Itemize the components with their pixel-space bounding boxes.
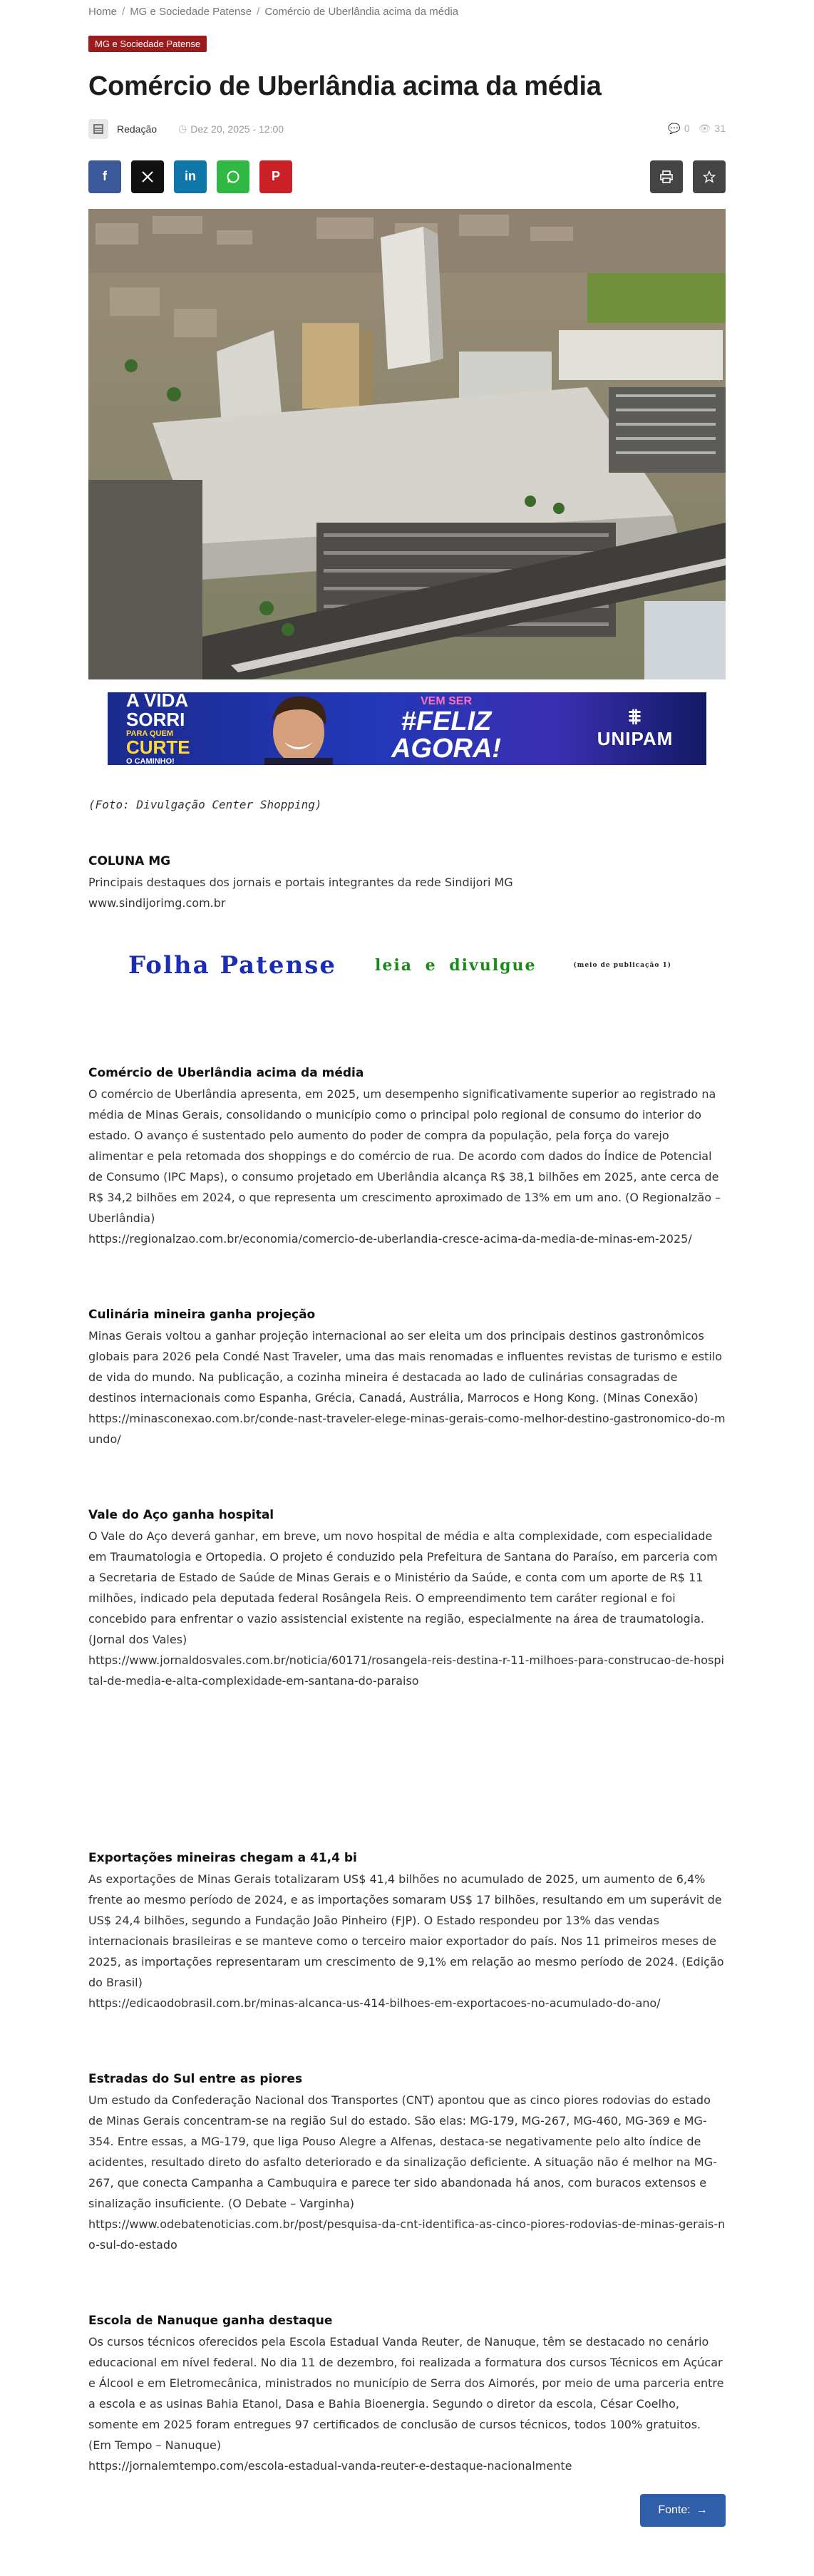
coluna-heading: COLUNA MG [88, 853, 171, 868]
share-bar [88, 160, 726, 193]
whatsapp-icon[interactable] [217, 160, 249, 193]
article-meta [88, 118, 726, 140]
x-icon[interactable] [131, 160, 164, 193]
banner-brand: ⩨ UNIPAM [564, 707, 706, 750]
news-item [88, 2069, 726, 2255]
news-heading: Estradas do Sul entre as piores [88, 2071, 303, 2086]
coluna-description: Principais destaques dos jornais e portais integrantes da rede Sindijori MG [88, 875, 513, 889]
source-button[interactable] [640, 2494, 726, 2527]
news-heading: Escola de Nanuque ganha destaque [88, 2313, 333, 2328]
news-text: O Vale do Aço deverá ganhar, em breve, um novo hospital de média e alta complexidade, com especialidade em Traumatologia e Ortopedia. O projeto é conduzido pela Prefeitura de Santana do Paraíso, em parceria com a Secretaria de Estado de Saúde de Minas Gerais e o Ministério da Saúde, e conta com um aporte de R$ 11 milhões, indicado pela deputada federal Rosângela Reis. O empreendimento tem caráter regional e foi concebido para enfrentar o vazio assistencial existente na região, especialmente na área de traumatologia. (Jornal dos Vales) [88, 1529, 718, 1646]
breadcrumb-current: Comércio de Uberlândia acima da média [264, 6, 459, 18]
publish-date: Dez 20, 2025 - 12:00 [190, 123, 284, 135]
breadcrumb: Home / MG e Sociedade Patense / Comércio de Uberlândia acima da média [88, 6, 459, 18]
clock-icon: ◷ [178, 123, 187, 135]
news-link[interactable]: https://regionalzao.com.br/economia/comercio-de-uberlandia-cresce-acima-da-media-de-minas-em-2025/ [88, 1231, 692, 1246]
news-text: Um estudo da Confederação Nacional dos Transportes (CNT) apontou que as cinco piores rodovias do estado de Minas Gerais concentram-se na região Sul do estado. São elas: MG-179, MG-267, MG-460, MG-369 e MG-354. Entre essas, a MG-179, que liga Pouso Alegre a Alfenas, destaca-se negativamente pelo alto índice de acidentes, resultado direto do asfalto deteriorado e da sinalização deficiente. A situação não é melhor na MG-267, que conecta Campanha a Cambuquira e parece ter sido abandonada há anos, com buracos extensos e sinalização insuficiente. (O Debate – Varginha) [88, 2093, 717, 2210]
meta-counters [668, 123, 726, 135]
news-link[interactable]: https://edicaodobrasil.com.br/minas-alcanca-us-414-bilhoes-em-exportacoes-no-acumulado-do-ano/ [88, 1996, 661, 2010]
news-text: Minas Gerais voltou a ganhar projeção internacional ao ser eleita um dos principais destinos gastronômicos globais para 2026 pela Condé Nast Traveler, uma das mais renomadas e influentes revistas de turismo e estilo de vida do mundo. Na publicação, a cozinha mineira é destacada ao lado de culinárias consagradas de destinos internacionais como Espanha, Grécia, Canadá, Austrália, Marrocos e Hong Kong. (Minas Conexão) [88, 1328, 723, 1405]
eye-icon: 👁 [698, 123, 711, 135]
news-text: O comércio de Uberlândia apresenta, em 2025, um desempenho significativamente superior ao registrado na média de Minas Gerais, consolidando o município como o principal polo regional de consumo do interior do estado. O avanço é sustentado pelo aumento do poder de compra da população, pela força do varejo alimentar e pela retomada dos shoppings e do comércio de rua. De acordo com dados do Índice de Potencial de Consumo (IPC Maps), o consumo projetado em Uberlândia alcança R$ 38,1 bilhões em 2025, ante cerca de R$ 34,2 bilhões em 2024, o que representa um crescimento aproximado de 13% em um ano. (O Regionalzão – Uberlândia) [88, 1087, 721, 1225]
unipam-logo-icon: ⩨ [629, 705, 642, 729]
arrow-right-icon: → [696, 2504, 708, 2516]
category-tag[interactable]: MG e Sociedade Patense [88, 36, 207, 52]
ad-banner[interactable] [108, 692, 706, 765]
news-item [88, 2311, 726, 2476]
comment-count: 0 [684, 123, 690, 135]
news-link[interactable]: https://jornalemtempo.com/escola-estadual-vanda-reuter-e-destaque-nacionalmente [88, 2458, 572, 2473]
folha-note: (meio de publicação 1) [573, 961, 671, 969]
news-text: Os cursos técnicos oferecidos pela Escola Estadual Vanda Reuter, de Nanuque, têm se destacado no cenário educacional em nível federal. No dia 11 de dezembro, foi realizada a formatura dos cursos Técnicos em Açúcar e Álcool e em Eletromecânica, ministrados no município de Serra dos Aimorés, por meio de uma parceria entre a escola e as usinas Bahia Etanol, Dasa e Bahia Bioenergia. Segundo o diretor da escola, César Coelho, somente em 2025 foram entregues 97 certificados de conclusão de cursos técnicos, todos 100% gratuitos. (Em Tempo – Nanuque) [88, 2334, 724, 2452]
news-heading: Vale do Aço ganha hospital [88, 1507, 274, 1522]
author-name[interactable]: Redação [117, 123, 158, 135]
breadcrumb-home[interactable]: Home [88, 6, 118, 18]
source-button-label: Fonte: [658, 2504, 691, 2516]
folha-slogan: leia e divulgue [374, 955, 537, 975]
folha-patense-banner [88, 948, 726, 983]
star-icon[interactable] [693, 160, 726, 193]
facebook-icon[interactable]: f [88, 160, 121, 193]
breadcrumb-category[interactable]: MG e Sociedade Patense [130, 6, 252, 18]
news-text: As exportações de Minas Gerais totalizaram US$ 41,4 bilhões no acumulado de 2025, um aumento de 6,4% frente ao mesmo período de 2024, e as importações somaram US$ 17 bilhões, resultando em um superávit de US$ 24,4 bilhões, segundo a Fundação João Pinheiro (FJP). O Estado respondeu por 13% das vendas internacionais brasileiras e se manteve como o terceiro maior exportador do país. Nos 11 primeiros meses de 2025, as importações representaram um crescimento de 9,1% em relação ao mesmo período de 2024. (Edição do Brasil) [88, 1872, 724, 1989]
page-title: Comércio de Uberlândia acima da média [88, 71, 602, 101]
coluna-block [88, 851, 726, 913]
linkedin-icon[interactable]: in [174, 160, 207, 193]
print-icon[interactable] [650, 160, 683, 193]
folha-name: Folha Patense [128, 950, 336, 980]
news-item [88, 1305, 726, 1449]
pinterest-icon[interactable]: P [259, 160, 292, 193]
coluna-site[interactable]: www.sindijorimg.com.br [88, 896, 226, 910]
author-avatar[interactable] [88, 119, 108, 139]
view-count: 31 [714, 123, 726, 135]
news-item [88, 1063, 726, 1249]
photo-caption: (Foto: Divulgação Center Shopping) [88, 797, 322, 811]
news-item [88, 1848, 726, 2013]
banner-slogan: A VIDA SORRI PARA QUEM CURTE O CAMINHO! [126, 692, 190, 765]
hero-image [88, 209, 726, 679]
comment-icon: 💬 [668, 123, 681, 135]
tool-buttons [650, 160, 726, 193]
news-link[interactable]: https://www.jornaldosvales.com.br/noticia/60171/rosangela-reis-destina-r-11-milhoes-para-construcao-de-hospital-de-media-e-alta-complexidade-em-santana-do-paraiso [88, 1653, 724, 1688]
article-body [88, 1063, 726, 2476]
news-item [88, 1505, 726, 1691]
banner-hashtag: VEM SER #FELIZ AGORA! [391, 694, 502, 764]
news-link[interactable]: https://www.odebatenoticias.com.br/post/pesquisa-da-cnt-identifica-as-cinco-piores-rodovias-de-minas-gerais-no-sul-do-estado [88, 2217, 726, 2252]
banner-photo [236, 692, 357, 765]
news-heading: Comércio de Uberlândia acima da média [88, 1065, 364, 1080]
news-heading: Exportações mineiras chegam a 41,4 bi [88, 1850, 357, 1865]
news-heading: Culinária mineira ganha projeção [88, 1307, 316, 1322]
news-link[interactable]: https://minasconexao.com.br/conde-nast-traveler-elege-minas-gerais-como-melhor-destino-gastronomico-do-mundo/ [88, 1411, 726, 1446]
